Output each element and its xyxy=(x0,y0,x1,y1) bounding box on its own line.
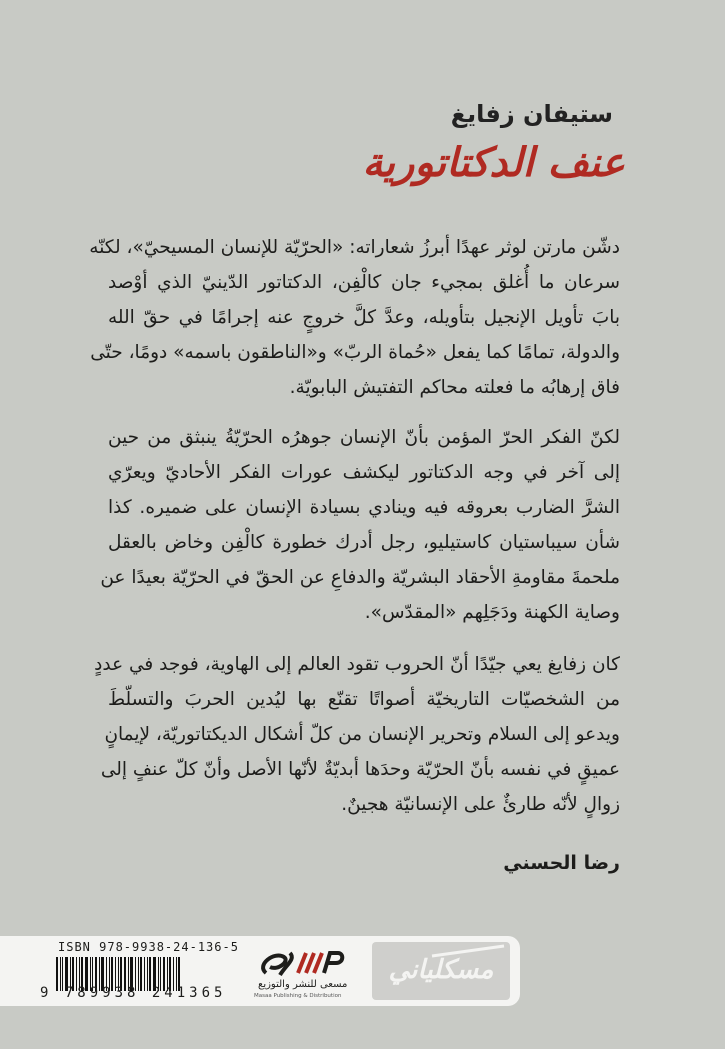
author-name: ستيفان زفايغ xyxy=(450,100,613,128)
text-line: من الشخصيّات التاريخيّة أصواتًا تقنّع بها ليُدين الحربَ والتسلّطَ xyxy=(108,689,620,710)
barcode-number: 9 789938 241365 xyxy=(40,985,227,1001)
publisher-name-english: Masaa Publishing & Distribution xyxy=(254,993,342,999)
text-line: إلى آخر في وجه الدكتاتور ليكشف عورات الفكر الأحاديّ ويعرّي xyxy=(108,462,620,483)
series-logo xyxy=(372,942,510,1000)
blurb-paragraph-2 xyxy=(100,420,620,630)
text-line: زوالٍ لأنّه طارئٌ على الإنسانيّة هجينٌ. xyxy=(341,794,620,815)
text-line: شأن سيباستيان كاستيليو، رجل أدرك خطورة كالْفِن وخاض بالعقل xyxy=(108,532,620,553)
text-line: كان زفايغ يعي جيّدًا أنّ الحروب تقود العالم إلى الهاوية، فوجد في عددٍ xyxy=(94,654,620,675)
text-line: ويدعو إلى السلام وتحرير الإنسان من كلّ أشكال الديكتاتوريّة، لإيمانٍ xyxy=(104,724,620,745)
signature: رضا الحسني xyxy=(503,852,620,874)
isbn-label: ISBN 978-9938-24-136-5 xyxy=(58,940,239,954)
text-line: ملحمةَ مقاومةِ الأحقاد البشريّة والدفاعِ عن الحقّ في الحرّيّة بعيدًا عن xyxy=(100,567,620,588)
blurb-paragraph-1 xyxy=(89,230,620,405)
text-line: وصاية الكهنة ودَجَلِهم «المقدّس». xyxy=(364,602,620,623)
text-line: بابَ تأويل الإنجيل بتأويله، وعدَّ كلَّ خروجٍ عنه إجرامًا في حقّ الله xyxy=(108,307,620,328)
publisher-logo xyxy=(256,945,346,981)
text-line: لكنّ الفكر الحرّ المؤمن بأنّ الإنسان جوهرُه الحرّيّةُ ينبثق من حين xyxy=(108,427,620,448)
text-line: سرعان ما أُغلق بمجيء جان كالْفِن، الدكتاتور الدّينيّ الذي أوْصد xyxy=(108,272,620,293)
text-line: والدولة، تمامًا كما يفعل «حُماة الربّ» و«الناطقون باسمه» دومًا، حتّى xyxy=(90,342,620,363)
text-line: الشرَّ الضارب بعروقه فيه وينادي بسيادة الإنسان على ضميره. كذا xyxy=(108,497,620,518)
text-line: عميقٍ في نفسه بأنّ الحرّيّة وحدَها أبديّةٌ لأنّها الأصل وأنّ كلّ عنفٍ إلى xyxy=(100,759,620,780)
text-line: دشّن مارتن لوثر عهدًا أبرزُ شعاراته: «الحرّيّة للإنسان المسيحيّ»، لكنّه xyxy=(89,237,620,258)
publisher-name-arabic: مسعى للنشر والتوزيع xyxy=(258,979,348,990)
series-logo-text: مسكلياني xyxy=(388,955,494,985)
book-title: عنف الدكتاتورية xyxy=(362,140,625,186)
blurb-paragraph-3 xyxy=(94,647,620,822)
text-line: فاق إرهابُه ما فعلته محاكم التفتيش البابويّة. xyxy=(289,377,620,398)
